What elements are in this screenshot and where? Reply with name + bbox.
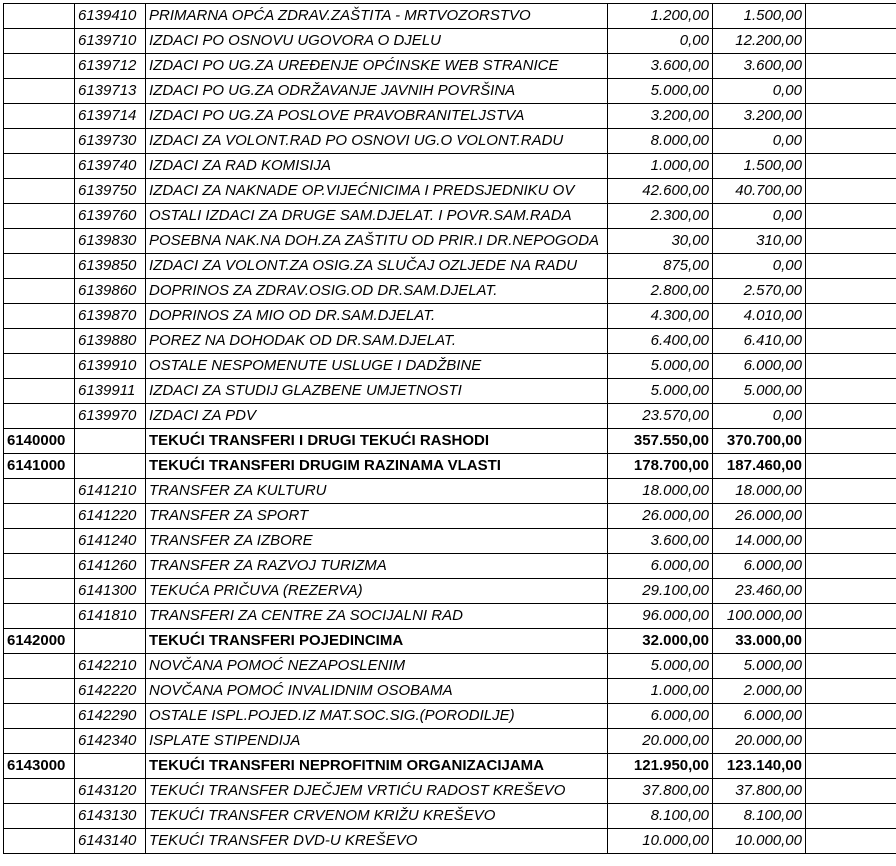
subaccount-code-cell: 6139713 <box>75 79 146 104</box>
account-code-cell <box>4 729 75 754</box>
amount-cell-2: 6.000,00 <box>713 704 806 729</box>
description-cell: OSTALE ISPL.POJED.IZ MAT.SOC.SIG.(PORODILJE) <box>146 704 608 729</box>
account-code-cell <box>4 104 75 129</box>
amount-cell-2: 5.000,00 <box>713 379 806 404</box>
amount-cell-1: 37.800,00 <box>608 779 713 804</box>
table-row <box>4 554 896 579</box>
amount-cell-2: 1.500,00 <box>713 4 806 29</box>
amount-cell-2: 100.000,00 <box>713 604 806 629</box>
subaccount-code-cell: 6139850 <box>75 254 146 279</box>
amount-cell-2: 6.000,00 <box>713 354 806 379</box>
amount-cell-1: 3.200,00 <box>608 104 713 129</box>
subaccount-code-cell <box>75 629 146 654</box>
account-code-cell: 6143000 <box>4 754 75 779</box>
amount-cell-1: 5.000,00 <box>608 379 713 404</box>
account-code-cell <box>4 654 75 679</box>
table-row <box>4 54 896 79</box>
description-cell: IZDACI ZA VOLONT.ZA OSIG.ZA SLUČAJ OZLJEDE NA RADU <box>146 254 608 279</box>
table-row <box>4 154 896 179</box>
account-code-cell <box>4 154 75 179</box>
account-code-cell <box>4 354 75 379</box>
subaccount-code-cell: 6142210 <box>75 654 146 679</box>
table-row <box>4 829 896 854</box>
account-code-cell <box>4 804 75 829</box>
account-code-cell <box>4 254 75 279</box>
description-cell: IZDACI PO UG.ZA POSLOVE PRAVOBRANITELJSTVA <box>146 104 608 129</box>
description-cell: PRIMARNA OPĆA ZDRAV.ZAŠTITA - MRTVOZORSTVO <box>146 4 608 29</box>
description-cell: TRANSFERI ZA CENTRE ZA SOCIJALNI RAD <box>146 604 608 629</box>
account-code-cell <box>4 704 75 729</box>
description-cell: ISPLATE STIPENDIJA <box>146 729 608 754</box>
account-code-cell <box>4 204 75 229</box>
description-cell: IZDACI ZA PDV <box>146 404 608 429</box>
amount-cell-1: 2.800,00 <box>608 279 713 304</box>
account-code-cell: 6141000 <box>4 454 75 479</box>
amount-cell-1: 20.000,00 <box>608 729 713 754</box>
amount-cell-2: 10.000,00 <box>713 829 806 854</box>
description-cell: NOVČANA POMOĆ NEZAPOSLENIM <box>146 654 608 679</box>
amount-cell-1: 2.300,00 <box>608 204 713 229</box>
table-row <box>4 479 896 504</box>
description-cell: TEKUĆI TRANSFER DJEČJEM VRTIĆU RADOST KREŠEVO <box>146 779 608 804</box>
account-code-cell <box>4 679 75 704</box>
description-cell: POREZ NA DOHODAK OD DR.SAM.DJELAT. <box>146 329 608 354</box>
amount-cell-1: 8.100,00 <box>608 804 713 829</box>
account-code-cell <box>4 129 75 154</box>
subaccount-code-cell: 6142220 <box>75 679 146 704</box>
table-row <box>4 104 896 129</box>
empty-cell <box>806 154 896 179</box>
table-row <box>4 804 896 829</box>
amount-cell-2: 6.410,00 <box>713 329 806 354</box>
account-code-cell <box>4 229 75 254</box>
subaccount-code-cell: 6139830 <box>75 229 146 254</box>
amount-cell-1: 3.600,00 <box>608 54 713 79</box>
account-code-cell <box>4 329 75 354</box>
table-row <box>4 729 896 754</box>
empty-cell <box>806 179 896 204</box>
empty-cell <box>806 754 896 779</box>
amount-cell-2: 0,00 <box>713 204 806 229</box>
subaccount-code-cell: 6139410 <box>75 4 146 29</box>
table-row <box>4 779 896 804</box>
subaccount-code-cell <box>75 754 146 779</box>
amount-cell-1: 8.000,00 <box>608 129 713 154</box>
subaccount-code-cell: 6143140 <box>75 829 146 854</box>
subaccount-code-cell: 6141240 <box>75 529 146 554</box>
empty-cell <box>806 379 896 404</box>
amount-cell-2: 5.000,00 <box>713 654 806 679</box>
description-cell: TRANSFER ZA KULTURU <box>146 479 608 504</box>
amount-cell-1: 23.570,00 <box>608 404 713 429</box>
account-code-cell <box>4 554 75 579</box>
empty-cell <box>806 654 896 679</box>
amount-cell-1: 5.000,00 <box>608 79 713 104</box>
amount-cell-2: 2.000,00 <box>713 679 806 704</box>
empty-cell <box>806 129 896 154</box>
empty-cell <box>806 629 896 654</box>
empty-cell <box>806 604 896 629</box>
subaccount-code-cell: 6139870 <box>75 304 146 329</box>
description-cell: TEKUĆI TRANSFERI NEPROFITNIM ORGANIZACIJAMA <box>146 754 608 779</box>
amount-cell-1: 1.200,00 <box>608 4 713 29</box>
account-code-cell <box>4 779 75 804</box>
empty-cell <box>806 54 896 79</box>
description-cell: TEKUĆI TRANSFERI POJEDINCIMA <box>146 629 608 654</box>
subaccount-code-cell: 6139760 <box>75 204 146 229</box>
amount-cell-2: 33.000,00 <box>713 629 806 654</box>
amount-cell-2: 20.000,00 <box>713 729 806 754</box>
amount-cell-1: 1.000,00 <box>608 154 713 179</box>
table-row <box>4 379 896 404</box>
empty-cell <box>806 329 896 354</box>
amount-cell-2: 6.000,00 <box>713 554 806 579</box>
table-row <box>4 204 896 229</box>
account-code-cell <box>4 479 75 504</box>
subaccount-code-cell: 6139910 <box>75 354 146 379</box>
description-cell: IZDACI ZA NAKNADE OP.VIJEĆNICIMA I PREDSJEDNIKU OV <box>146 179 608 204</box>
empty-cell <box>806 529 896 554</box>
description-cell: TEKUĆA PRIČUVA (REZERVA) <box>146 579 608 604</box>
empty-cell <box>806 454 896 479</box>
table-row <box>4 254 896 279</box>
empty-cell <box>806 304 896 329</box>
table-row-total <box>4 429 896 454</box>
subaccount-code-cell: 6139911 <box>75 379 146 404</box>
table-row <box>4 529 896 554</box>
description-cell: IZDACI PO UG.ZA ODRŽAVANJE JAVNIH POVRŠINA <box>146 79 608 104</box>
account-code-cell <box>4 529 75 554</box>
subaccount-code-cell: 6139880 <box>75 329 146 354</box>
amount-cell-1: 30,00 <box>608 229 713 254</box>
table-row <box>4 679 896 704</box>
subaccount-code-cell: 6141810 <box>75 604 146 629</box>
subaccount-code-cell: 6139712 <box>75 54 146 79</box>
subaccount-code-cell: 6139710 <box>75 29 146 54</box>
table-row <box>4 279 896 304</box>
account-code-cell <box>4 79 75 104</box>
amount-cell-2: 3.200,00 <box>713 104 806 129</box>
table-row <box>4 404 896 429</box>
account-code-cell <box>4 304 75 329</box>
empty-cell <box>806 704 896 729</box>
subaccount-code-cell: 6139730 <box>75 129 146 154</box>
amount-cell-1: 29.100,00 <box>608 579 713 604</box>
table-row <box>4 604 896 629</box>
account-code-cell <box>4 179 75 204</box>
empty-cell <box>806 579 896 604</box>
table-row <box>4 704 896 729</box>
account-code-cell <box>4 504 75 529</box>
empty-cell <box>806 404 896 429</box>
amount-cell-2: 187.460,00 <box>713 454 806 479</box>
amount-cell-1: 6.000,00 <box>608 554 713 579</box>
subaccount-code-cell: 6142290 <box>75 704 146 729</box>
subaccount-code-cell: 6139970 <box>75 404 146 429</box>
amount-cell-2: 123.140,00 <box>713 754 806 779</box>
table-row <box>4 29 896 54</box>
account-code-cell <box>4 604 75 629</box>
table-row <box>4 504 896 529</box>
empty-cell <box>806 504 896 529</box>
table-row-total <box>4 754 896 779</box>
account-code-cell <box>4 829 75 854</box>
amount-cell-2: 18.000,00 <box>713 479 806 504</box>
amount-cell-2: 0,00 <box>713 129 806 154</box>
account-code-cell <box>4 379 75 404</box>
amount-cell-1: 5.000,00 <box>608 354 713 379</box>
empty-cell <box>806 229 896 254</box>
amount-cell-1: 32.000,00 <box>608 629 713 654</box>
description-cell: IZDACI ZA STUDIJ GLAZBENE UMJETNOSTI <box>146 379 608 404</box>
account-code-cell: 6142000 <box>4 629 75 654</box>
amount-cell-1: 178.700,00 <box>608 454 713 479</box>
subaccount-code-cell: 6141260 <box>75 554 146 579</box>
amount-cell-2: 4.010,00 <box>713 304 806 329</box>
table-row <box>4 354 896 379</box>
subaccount-code-cell: 6143130 <box>75 804 146 829</box>
description-cell: NOVČANA POMOĆ INVALIDNIM OSOBAMA <box>146 679 608 704</box>
subaccount-code-cell <box>75 429 146 454</box>
amount-cell-1: 5.000,00 <box>608 654 713 679</box>
table-row <box>4 229 896 254</box>
amount-cell-1: 3.600,00 <box>608 529 713 554</box>
description-cell: IZDACI PO OSNOVU UGOVORA O DJELU <box>146 29 608 54</box>
subaccount-code-cell: 6141210 <box>75 479 146 504</box>
budget-table <box>3 3 896 854</box>
description-cell: TEKUĆI TRANSFERI DRUGIM RAZINAMA VLASTI <box>146 454 608 479</box>
empty-cell <box>806 4 896 29</box>
amount-cell-2: 37.800,00 <box>713 779 806 804</box>
table-row <box>4 179 896 204</box>
description-cell: TEKUĆI TRANSFER DVD-U KREŠEVO <box>146 829 608 854</box>
empty-cell <box>806 479 896 504</box>
table-row <box>4 654 896 679</box>
amount-cell-2: 370.700,00 <box>713 429 806 454</box>
amount-cell-2: 26.000,00 <box>713 504 806 529</box>
description-cell: TEKUĆI TRANSFER CRVENOM KRIŽU KREŠEVO <box>146 804 608 829</box>
amount-cell-1: 6.000,00 <box>608 704 713 729</box>
empty-cell <box>806 429 896 454</box>
subaccount-code-cell: 6143120 <box>75 779 146 804</box>
description-cell: TRANSFER ZA IZBORE <box>146 529 608 554</box>
empty-cell <box>806 204 896 229</box>
subaccount-code-cell: 6139750 <box>75 179 146 204</box>
description-cell: OSTALE NESPOMENUTE USLUGE I DADŽBINE <box>146 354 608 379</box>
empty-cell <box>806 29 896 54</box>
subaccount-code-cell: 6139714 <box>75 104 146 129</box>
account-code-cell: 6140000 <box>4 429 75 454</box>
empty-cell <box>806 779 896 804</box>
subaccount-code-cell: 6142340 <box>75 729 146 754</box>
amount-cell-1: 357.550,00 <box>608 429 713 454</box>
table-row <box>4 79 896 104</box>
amount-cell-1: 96.000,00 <box>608 604 713 629</box>
table-row-total <box>4 629 896 654</box>
description-cell: DOPRINOS ZA MIO OD DR.SAM.DJELAT. <box>146 304 608 329</box>
description-cell: POSEBNA NAK.NA DOH.ZA ZAŠTITU OD PRIR.I DR.NEPOGODA <box>146 229 608 254</box>
empty-cell <box>806 279 896 304</box>
description-cell: IZDACI PO UG.ZA UREĐENJE OPĆINSKE WEB STRANICE <box>146 54 608 79</box>
subaccount-code-cell: 6139860 <box>75 279 146 304</box>
description-cell: IZDACI ZA RAD KOMISIJA <box>146 154 608 179</box>
amount-cell-1: 6.400,00 <box>608 329 713 354</box>
amount-cell-1: 0,00 <box>608 29 713 54</box>
amount-cell-2: 40.700,00 <box>713 179 806 204</box>
amount-cell-1: 18.000,00 <box>608 479 713 504</box>
description-cell: TRANSFER ZA SPORT <box>146 504 608 529</box>
amount-cell-1: 10.000,00 <box>608 829 713 854</box>
amount-cell-1: 121.950,00 <box>608 754 713 779</box>
description-cell: TRANSFER ZA RAZVOJ TURIZMA <box>146 554 608 579</box>
account-code-cell <box>4 404 75 429</box>
empty-cell <box>806 354 896 379</box>
amount-cell-2: 3.600,00 <box>713 54 806 79</box>
description-cell: OSTALI IZDACI ZA DRUGE SAM.DJELAT. I POVR.SAM.RADA <box>146 204 608 229</box>
description-cell: DOPRINOS ZA ZDRAV.OSIG.OD DR.SAM.DJELAT. <box>146 279 608 304</box>
amount-cell-2: 0,00 <box>713 254 806 279</box>
account-code-cell <box>4 4 75 29</box>
amount-cell-1: 4.300,00 <box>608 304 713 329</box>
amount-cell-2: 8.100,00 <box>713 804 806 829</box>
amount-cell-2: 2.570,00 <box>713 279 806 304</box>
amount-cell-2: 1.500,00 <box>713 154 806 179</box>
account-code-cell <box>4 579 75 604</box>
amount-cell-1: 875,00 <box>608 254 713 279</box>
empty-cell <box>806 254 896 279</box>
empty-cell <box>806 79 896 104</box>
amount-cell-2: 310,00 <box>713 229 806 254</box>
empty-cell <box>806 104 896 129</box>
subaccount-code-cell <box>75 454 146 479</box>
amount-cell-2: 0,00 <box>713 404 806 429</box>
amount-cell-1: 26.000,00 <box>608 504 713 529</box>
table-row <box>4 329 896 354</box>
subaccount-code-cell: 6141220 <box>75 504 146 529</box>
table-row <box>4 304 896 329</box>
description-cell: IZDACI ZA VOLONT.RAD PO OSNOVI UG.O VOLONT.RADU <box>146 129 608 154</box>
empty-cell <box>806 729 896 754</box>
table-row-total <box>4 454 896 479</box>
table-row <box>4 579 896 604</box>
subaccount-code-cell: 6141300 <box>75 579 146 604</box>
description-cell: TEKUĆI TRANSFERI I DRUGI TEKUĆI RASHODI <box>146 429 608 454</box>
table-row <box>4 129 896 154</box>
empty-cell <box>806 554 896 579</box>
account-code-cell <box>4 54 75 79</box>
account-code-cell <box>4 29 75 54</box>
empty-cell <box>806 679 896 704</box>
empty-cell <box>806 804 896 829</box>
amount-cell-1: 1.000,00 <box>608 679 713 704</box>
amount-cell-2: 14.000,00 <box>713 529 806 554</box>
amount-cell-2: 12.200,00 <box>713 29 806 54</box>
subaccount-code-cell: 6139740 <box>75 154 146 179</box>
amount-cell-1: 42.600,00 <box>608 179 713 204</box>
amount-cell-2: 23.460,00 <box>713 579 806 604</box>
table-row <box>4 4 896 29</box>
amount-cell-2: 0,00 <box>713 79 806 104</box>
account-code-cell <box>4 279 75 304</box>
budget-table-body <box>4 4 896 854</box>
empty-cell <box>806 829 896 854</box>
